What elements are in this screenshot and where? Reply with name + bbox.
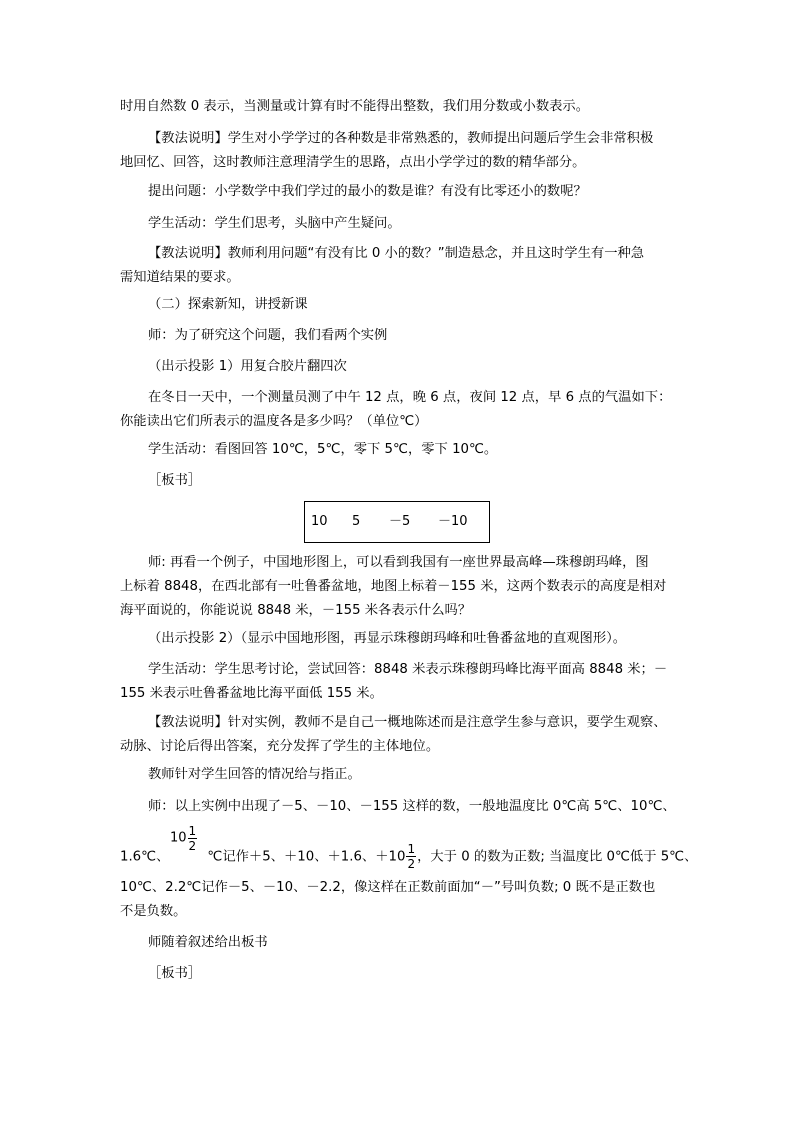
text-line: 155 米表示吐鲁番盆地比海平面低 155 米。 <box>120 686 383 701</box>
fraction-numerator: 1 <box>188 824 197 838</box>
paragraph-teaching-note-1 <box>120 127 680 175</box>
paragraph-teacher-3-line3 <box>120 876 680 924</box>
text-line: 【教法说明】教师利用问题“有没有比 0 小的数？”制造悬念，并且这时学生有一种急 <box>148 246 645 261</box>
paragraph-natural-number <box>120 95 680 119</box>
board-label-1 <box>120 469 680 493</box>
paragraph-temperature <box>120 386 680 434</box>
paragraph-projection-1 <box>120 355 680 379</box>
paragraph-teacher-3-line1 <box>120 795 680 819</box>
text-line: 不是负数。 <box>120 904 187 919</box>
text-line: 师: 再看一个例子，中国地形图上，可以看到我国有一座世界最高峰—珠穆朗玛峰，图 <box>148 555 649 570</box>
text-line: （二）探索新知，讲授新课 <box>148 297 308 312</box>
text-line: 学生活动：学生思考讨论，尝试回答：8848 米表示珠穆朗玛峰比海平面高 8848 米；－ <box>148 662 668 677</box>
text-line: 提出问题：小学数学中我们学过的最小的数是谁？有没有比零还小的数呢？ <box>148 184 587 199</box>
text-line: 师随着叙述给出板书 <box>148 935 268 950</box>
mixed-whole: 10 <box>170 830 187 846</box>
fraction-numerator: 1 <box>407 842 416 856</box>
paragraph-teacher-3-line2 <box>120 842 698 872</box>
text-line: 学生活动：看图回答 10℃，5℃，零下 5℃，零下 10℃。 <box>148 442 498 457</box>
paragraph-teaching-note-3 <box>120 711 680 759</box>
text-line: 需知道结果的要求。 <box>120 270 240 285</box>
text-line: 上标着 8848，在西北部有一吐鲁番盆地，地图上标着－155 米，这两个数表示的高度是相对 <box>120 579 667 594</box>
paragraph-teaching-note-2 <box>120 242 680 290</box>
text-line: 海平面说的，你能说说 8848 米，－155 米各表示什么吗？ <box>120 603 472 618</box>
paragraph-projection-2 <box>120 627 680 651</box>
text-line: 你能读出它们所表示的温度各是多少吗？（单位℃） <box>120 414 428 429</box>
text-line: 教师针对学生回答的情况给与指正。 <box>148 767 361 782</box>
text-line: 地回忆、回答，这时教师注意理清学生的思路，点出小学学过的数的精华部分。 <box>120 155 586 170</box>
fraction-denominator: 2 <box>188 839 197 853</box>
text-line: 时用自然数 0 表示，当测量或计算有时不能得出整数，我们用分数或小数表示。 <box>120 99 590 114</box>
paragraph-student-activity-1 <box>120 212 680 236</box>
board-value: 5 <box>352 514 361 529</box>
paragraph-student-activity-2 <box>120 438 680 462</box>
board-value: －5 <box>389 514 411 529</box>
fraction <box>406 842 416 871</box>
board-box <box>304 501 490 543</box>
paragraph-teacher-board <box>120 931 680 955</box>
text-line: 【教法说明】针对实例，教师不是自己一概地陈述而是注意学生参与意识，要学生观察、 <box>148 715 667 730</box>
text-line: 师：为了研究这个问题，我们看两个实例 <box>148 328 388 343</box>
section-heading <box>120 293 680 317</box>
board-value: 10 <box>311 514 328 529</box>
text-line: （出示投影 1）用复合胶片翻四次 <box>148 359 347 374</box>
text-segment: ，大于 0 的数为正数; 当温度比 0℃低于 5℃、 <box>417 849 698 865</box>
paragraph-teacher-1 <box>120 324 680 348</box>
paragraph-student-activity-3 <box>120 658 680 706</box>
text-line: 10℃、2.2℃记作－5、－10、－2.2，像这样在正数前面加“－”号叫负数; 0 既不是正数也 <box>120 880 656 895</box>
text-segment: ℃记作＋5、＋10、＋1.6、＋10 <box>207 849 406 865</box>
text-line: 师：以上实例中出现了－5、－10、－155 这样的数，一般地温度比 0℃高 5℃、10℃、 <box>148 799 676 814</box>
fraction-denominator: 2 <box>407 857 416 871</box>
text-line: 【教法说明】学生对小学学过的各种数是非常熟悉的，教师提出问题后学生会非常积极 <box>148 131 654 146</box>
text-line: （出示投影 2）（显示中国地形图，再显示珠穆朗玛峰和吐鲁番盆地的直观图形）。 <box>148 631 627 646</box>
text-line: 动脉、讨论后得出答案，充分发挥了学生的主体地位。 <box>120 739 440 754</box>
text-segment: 1.6℃、 <box>120 849 170 865</box>
text-line: 学生活动：学生们思考，头脑中产生疑问。 <box>148 216 401 231</box>
board-label-2 <box>120 962 680 986</box>
board-value: －10 <box>438 514 468 529</box>
text-line: ［板书］ <box>148 966 202 981</box>
text-line: ［板书］ <box>148 473 202 488</box>
paragraph-teacher-correction <box>120 763 680 787</box>
text-line: 在冬日一天中，一个测量员测了中午 12 点，晚 6 点，夜间 12 点，早 6 点的气温如下： <box>148 390 672 405</box>
paragraph-teacher-2 <box>120 551 680 623</box>
paragraph-question <box>120 180 680 204</box>
